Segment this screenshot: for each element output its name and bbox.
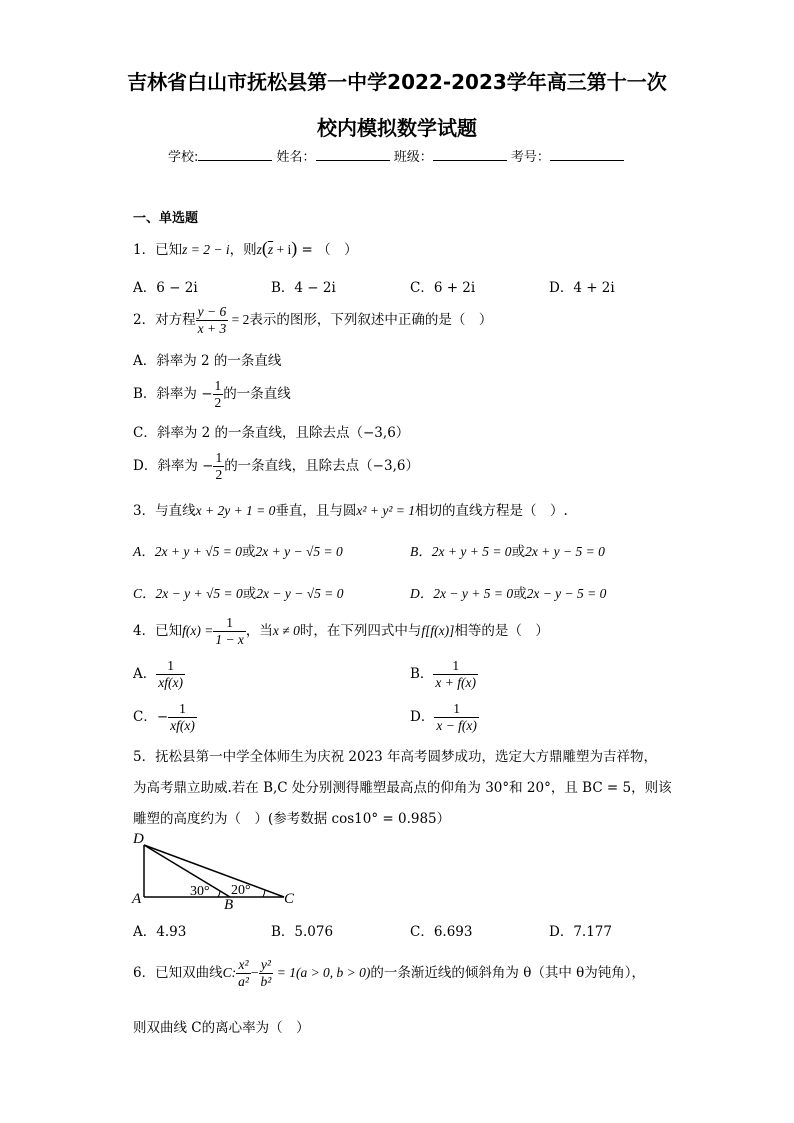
q3-d1: D．2x − y + 5 = 0 <box>410 586 514 601</box>
fig-angle-20: 20° <box>231 883 251 898</box>
fig-arc-30 <box>218 891 220 897</box>
q6-minus: − <box>250 965 259 980</box>
q4-c-num: 1 <box>168 701 197 718</box>
q3-c-or: 或 <box>242 586 257 602</box>
q6-b2: b² <box>260 974 272 989</box>
q3-prefix: 3．与直线 <box>133 503 196 519</box>
q4-a-den: xf(x) <box>158 675 183 690</box>
q4-fx: f(x) = <box>182 623 214 638</box>
q4-a-num: 1 <box>156 658 185 675</box>
q4-c-fraction <box>168 701 197 734</box>
q4-option-c[interactable] <box>133 699 197 735</box>
q1-mid: ，则 <box>229 242 257 258</box>
school-blank[interactable] <box>198 147 272 161</box>
q2-optd-den: 2 <box>215 467 223 482</box>
q6-frac-y <box>259 957 274 990</box>
q2-optb-pre: B．斜率为 − <box>133 386 213 402</box>
name-label: 姓名： <box>276 150 316 165</box>
q2-optb-den: 2 <box>214 395 222 410</box>
q4-num: 1 <box>213 615 246 632</box>
q4-a-fraction <box>156 658 185 691</box>
fig-line-db <box>144 845 230 897</box>
q2-fraction <box>196 304 229 337</box>
q3-option-b[interactable] <box>410 540 605 560</box>
q2-optd-pre: D．斜率为 − <box>133 458 214 474</box>
q2-optd-num: 1 <box>215 450 223 465</box>
number-blank[interactable] <box>550 147 624 161</box>
q3-a2: 2x + y − √5 = 0 <box>255 544 343 559</box>
q4-b-fraction <box>433 658 478 691</box>
q3-option-a[interactable] <box>133 540 343 560</box>
q6-eq: = 1(a > 0, b > 0) <box>273 965 371 980</box>
question-2 <box>133 302 492 338</box>
q2-optd-post: 的一条直线，且除去点（−3,6） <box>224 458 419 474</box>
q4-mid2: 时，在下列四式中与 <box>299 623 422 639</box>
q3-a1: A．2x + y + √5 = 0 <box>133 544 242 559</box>
q5-triangle-figure <box>128 828 308 910</box>
q6-line2: 则双曲线 C的离心率为（ ） <box>133 1020 310 1036</box>
q3-option-d[interactable] <box>410 582 606 602</box>
fig-label-a: A <box>132 891 142 907</box>
exam-title-line1: 吉林省白山市抚松县第一中学2022-2023学年高三第十一次 <box>127 70 667 94</box>
question-3 <box>133 499 568 519</box>
q2-optb-post: 的一条直线 <box>223 386 291 402</box>
q4-suffix: 相等的是（ ） <box>454 623 549 639</box>
q3-circle-eq: x² + y² = 1 <box>356 503 415 518</box>
q5-option-b[interactable]: B．5.076 <box>271 924 334 940</box>
q2-eq: = 2 <box>228 312 250 327</box>
q6-a2: a² <box>238 974 249 989</box>
exam-title-line2: 校内模拟数学试题 <box>317 116 477 140</box>
q5-line1: 5．抚松县第一中学全体师生为庆祝 2023 年高考圆梦成功，选定大方鼎雕塑为吉祥物， <box>133 749 658 765</box>
q3-d-or: 或 <box>513 586 527 602</box>
q1-option-d[interactable]: D．4 + 2i <box>549 280 615 296</box>
q6-suffix: 的一条渐近线的倾斜角为 θ（其中 θ为钝角）， <box>370 965 646 981</box>
q4-option-d[interactable] <box>410 699 479 735</box>
q1-open-paren: ( <box>261 238 268 258</box>
fig-angle-30: 30° <box>190 884 210 899</box>
q3-c1: C．2x − y + √5 = 0 <box>133 586 243 601</box>
q4-d-den: x − f(x) <box>436 718 477 733</box>
q1-expr-z: z <box>256 242 262 257</box>
section-heading: 一、单选题 <box>133 211 199 226</box>
q4-fraction <box>213 615 246 648</box>
fig-arc-20 <box>263 890 265 897</box>
q4-d-num: 1 <box>434 701 479 718</box>
class-label: 班级： <box>393 150 433 165</box>
q5-option-a[interactable]: A．4.93 <box>133 924 187 940</box>
q1-zbar: $\overline{z}$ <box>267 242 274 257</box>
q3-b1: B．2x + y + 5 = 0 <box>410 544 512 559</box>
q3-b2: 2x + y − 5 = 0 <box>525 544 605 559</box>
q3-suffix: 相切的直线方程是（ ）. <box>414 503 568 519</box>
q1-prefix: 1．已知 <box>133 242 183 258</box>
q6-prefix: 6．已知双曲线 <box>133 965 223 981</box>
q4-option-a[interactable] <box>133 656 185 692</box>
q4-ffx: f[f(x)] <box>421 623 455 638</box>
q4-b-den: x + f(x) <box>435 675 477 690</box>
q2-prefix: 2．对方程 <box>133 312 196 328</box>
q3-option-c[interactable] <box>133 582 343 602</box>
q6-frac-x <box>236 957 251 990</box>
fig-label-c: C <box>284 891 295 907</box>
q4-a-label: A． <box>133 666 157 682</box>
q2-option-a[interactable]: A．斜率为 2 的一条直线 <box>133 353 282 369</box>
q4-cond: x ≠ 0 <box>272 623 300 638</box>
q5-line2: 为高考鼎立助威.若在 B,C 处分别测得雕塑最高点的仰角为 30°和 20°，且 BC = 5，则该 <box>133 780 672 796</box>
q3-c2: 2x − y − √5 = 0 <box>256 586 344 601</box>
number-label: 考号： <box>510 150 550 165</box>
q1-option-a[interactable]: A．6 − 2i <box>133 280 198 296</box>
question-6 <box>133 955 645 991</box>
school-label: 学校: <box>168 150 199 165</box>
q2-option-c[interactable]: C．斜率为 2 的一条直线，且除去点（−3,6） <box>133 425 410 441</box>
q6-c: C: <box>222 965 237 980</box>
q4-d-label: D． <box>410 709 435 725</box>
q3-line-eq: x + 2y + 1 = 0 <box>195 503 276 518</box>
q1-close-paren: ) <box>291 238 298 258</box>
q3-a-or: 或 <box>241 544 256 560</box>
q4-d-fraction <box>434 701 479 734</box>
name-blank[interactable] <box>316 147 390 161</box>
q3-mid: 垂直，且与圆 <box>275 503 357 519</box>
q4-mid: ，当 <box>245 623 273 639</box>
q4-option-b[interactable] <box>410 656 478 692</box>
q5-line3: 雕塑的高度约为（ ）(参考数据 cos10° = 0.985） <box>133 811 451 827</box>
q2-denominator: x + 3 <box>197 321 227 336</box>
q1-expr-rest: + i <box>273 242 292 257</box>
q4-b-num: 1 <box>433 658 478 675</box>
q4-b-label: B． <box>410 666 434 682</box>
q2-suffix: 表示的图形，下列叙述中正确的是（ ） <box>249 312 493 328</box>
q5-option-d[interactable]: D．7.177 <box>549 924 612 940</box>
q4-prefix: 4．已知 <box>133 623 183 639</box>
fig-label-b: B <box>224 897 234 910</box>
q2-optb-num: 1 <box>214 378 222 393</box>
q1-eq: = （ ） <box>297 242 358 258</box>
q1-option-c[interactable]: C．6 + 2i <box>410 280 476 296</box>
q2-optd-fraction <box>213 450 224 483</box>
fig-line-dc <box>144 845 284 897</box>
q2-numerator: y − 6 <box>197 304 227 319</box>
q4-c-den: xf(x) <box>170 718 195 733</box>
q1-cond: z = 2 − i <box>182 242 230 257</box>
q6-y2: y² <box>259 957 274 974</box>
q2-option-d[interactable] <box>133 448 419 484</box>
q1-option-b[interactable]: B．4 − 2i <box>271 280 336 296</box>
question-1 <box>133 238 358 259</box>
q4-den: 1 − x <box>215 632 244 647</box>
q3-d2: 2x − y − 5 = 0 <box>526 586 607 601</box>
q2-optb-fraction <box>213 378 224 411</box>
question-4 <box>133 613 549 649</box>
q4-c-label: C．− <box>133 709 169 725</box>
class-blank[interactable] <box>433 147 507 161</box>
fig-label-d: D <box>133 831 144 847</box>
q6-x2: x² <box>236 957 251 974</box>
q2-option-b[interactable] <box>133 376 291 412</box>
q3-b-or: 或 <box>511 544 526 560</box>
student-info-row <box>168 146 624 165</box>
q5-option-c[interactable]: C．6.693 <box>410 924 473 940</box>
